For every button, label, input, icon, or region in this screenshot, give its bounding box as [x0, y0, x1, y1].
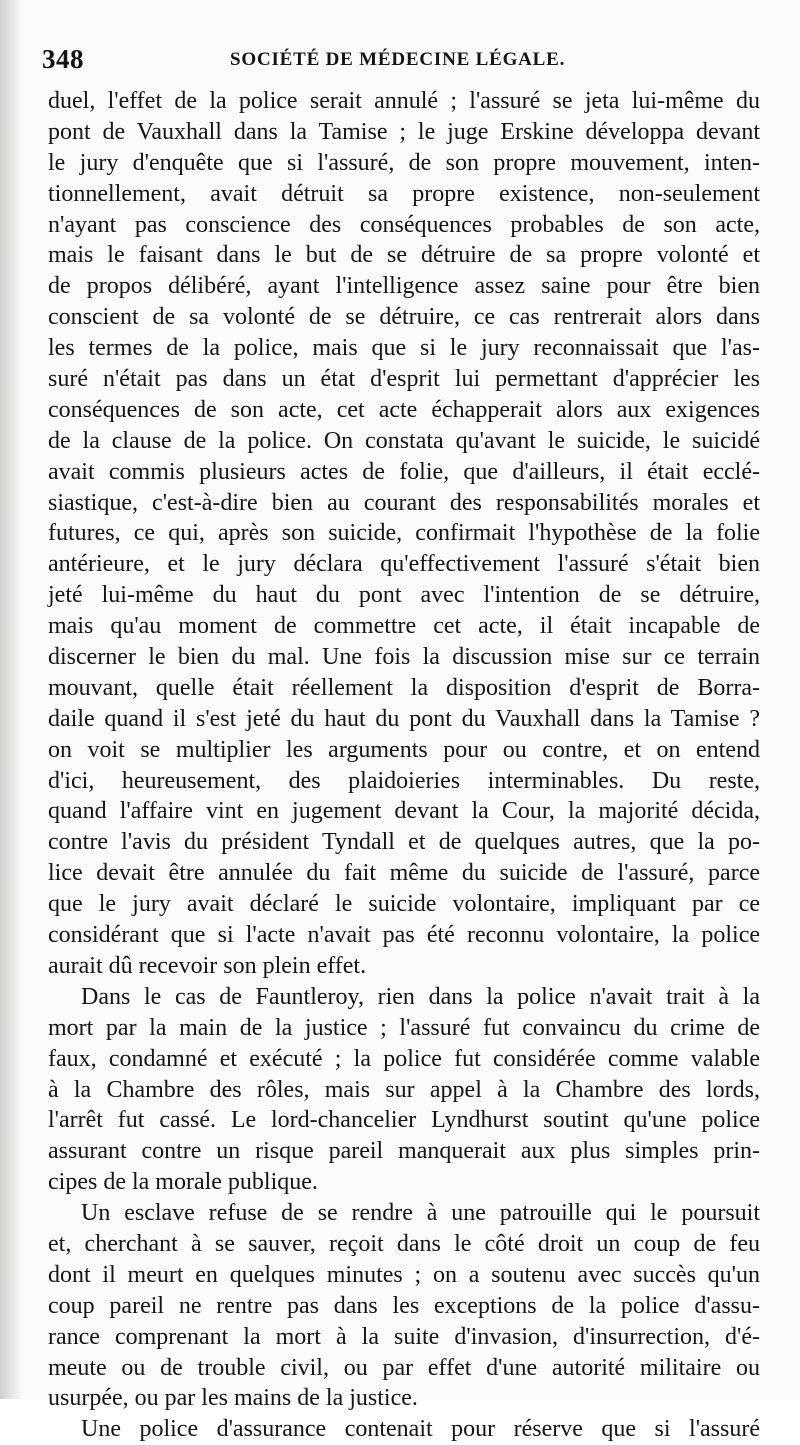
text-line: contre l'avis du président Tyndall et de quelques autres, que la po-	[48, 829, 760, 856]
text-line: pont de Vauxhall dans la Tamise ; le juge Erskine développa devant	[48, 118, 760, 145]
text-line: Dans le cas de Fauntleroy, rien dans la police n'avait trait à la	[81, 983, 760, 1010]
running-head: SOCIÉTÉ DE MÉDECINE LÉGALE.	[230, 49, 566, 70]
text-line: meute ou de trouble civil, ou par effet d'une autorité militaire ou	[48, 1354, 760, 1381]
paragraph	[48, 1198, 760, 1414]
text-line: usurpée, ou par les mains de la justice.	[48, 1385, 418, 1412]
text-line: à la Chambre des rôles, mais sur appel à la Chambre des lords,	[48, 1076, 760, 1103]
text-line: mais le faisant dans le but de se détruire de sa propre volonté et	[48, 242, 760, 269]
text-line: de la clause de la police. On constata qu'avant le suicide, le suicidé	[48, 427, 760, 454]
text-line: mais qu'au moment de commettre cet acte, il était incapable de	[48, 613, 760, 640]
text-line: conséquences de son acte, cet acte échapperait alors aux exigences	[48, 396, 760, 423]
text-line: futures, ce qui, après son suicide, confirmait l'hypothèse de la folie	[48, 520, 760, 547]
text-line: considérant que si l'acte n'avait pas été reconnu volontaire, la police	[48, 922, 760, 949]
text-line: antérieure, et le jury déclara qu'effectivement l'assuré s'était bien	[48, 551, 760, 578]
text-line: mort par la main de la justice ; l'assuré fut convaincu du crime de	[48, 1014, 760, 1041]
text-line: quand l'affaire vint en jugement devant la Cour, la majorité décida,	[48, 798, 760, 825]
paragraph	[48, 982, 760, 1198]
text-line: jeté lui-même du haut du pont avec l'intention de se détruire,	[48, 582, 760, 609]
text-line: le jury d'enquête que si l'assuré, de son propre mouvement, inten-	[48, 149, 760, 176]
text-line: cipes de la morale publique.	[48, 1169, 318, 1196]
text-line: l'arrêt fut cassé. Le lord-chancelier Lyndhurst soutint qu'une police	[48, 1107, 760, 1134]
text-line: les termes de la police, mais que si le jury reconnaissait que l'as-	[48, 335, 760, 362]
text-line: Une police d'assurance contenait pour réserve que si l'assuré	[81, 1416, 760, 1443]
text-line: lice devait être annulée du fait même du suicide de l'assuré, parce	[48, 860, 760, 887]
text-line: coup pareil ne rentre pas dans les exceptions de la police d'assu-	[48, 1292, 760, 1319]
binding-shadow	[0, 0, 22, 1399]
text-line: de propos délibéré, ayant l'intelligence assez saine pour être bien	[48, 273, 760, 300]
paragraph	[48, 1414, 760, 1445]
text-line: rance comprenant la mort à la suite d'invasion, d'insurrection, d'é-	[48, 1323, 760, 1350]
text-line: suré n'était pas dans un état d'esprit lui permettant d'apprécier les	[48, 366, 760, 393]
text-line: et, cherchant à se sauver, reçoit dans le côté droit un coup de feu	[48, 1230, 760, 1257]
text-line: discerner le bien du mal. Une fois la discussion mise sur ce terrain	[48, 644, 760, 671]
text-line: daile quand il s'est jeté du haut du pont du Vauxhall dans la Tamise ?	[48, 705, 760, 732]
page-header	[42, 44, 582, 78]
text-line: assurant contre un risque pareil manquerait aux plus simples prin-	[48, 1138, 760, 1165]
body-text	[48, 86, 760, 1445]
text-line: mouvant, quelle était réellement la disposition d'esprit de Borra-	[48, 674, 760, 701]
text-line: d'ici, heureusement, des plaidoieries interminables. Du reste,	[48, 767, 760, 794]
page-number: 348	[42, 44, 84, 74]
text-line: faux, condamné et exécuté ; la police fut considérée comme valable	[48, 1045, 760, 1072]
text-line: n'ayant pas conscience des conséquences probables de son acte,	[48, 211, 760, 238]
text-line: dont il meurt en quelques minutes ; on a soutenu avec succès qu'un	[48, 1261, 760, 1288]
text-line: que le jury avait déclaré le suicide volontaire, impliquant par ce	[48, 891, 760, 918]
text-line: avait commis plusieurs actes de folie, que d'ailleurs, il était ecclé-	[48, 458, 760, 485]
text-line: tionnellement, avait détruit sa propre existence, non-seulement	[48, 180, 760, 207]
text-line: siastique, c'est-à-dire bien au courant des responsabilités morales et	[48, 489, 760, 516]
text-line: aurait dû recevoir son plein effet.	[48, 952, 367, 979]
paragraph	[48, 86, 760, 982]
text-line: on voit se multiplier les arguments pour ou contre, et on entend	[48, 736, 760, 763]
text-line: conscient de sa volonté de se détruire, ce cas rentrerait alors dans	[48, 304, 760, 331]
text-line: duel, l'effet de la police serait annulé ; l'assuré se jeta lui-même du	[48, 88, 760, 114]
text-line: Un esclave refuse de se rendre à une patrouille qui le poursuit	[81, 1200, 760, 1227]
